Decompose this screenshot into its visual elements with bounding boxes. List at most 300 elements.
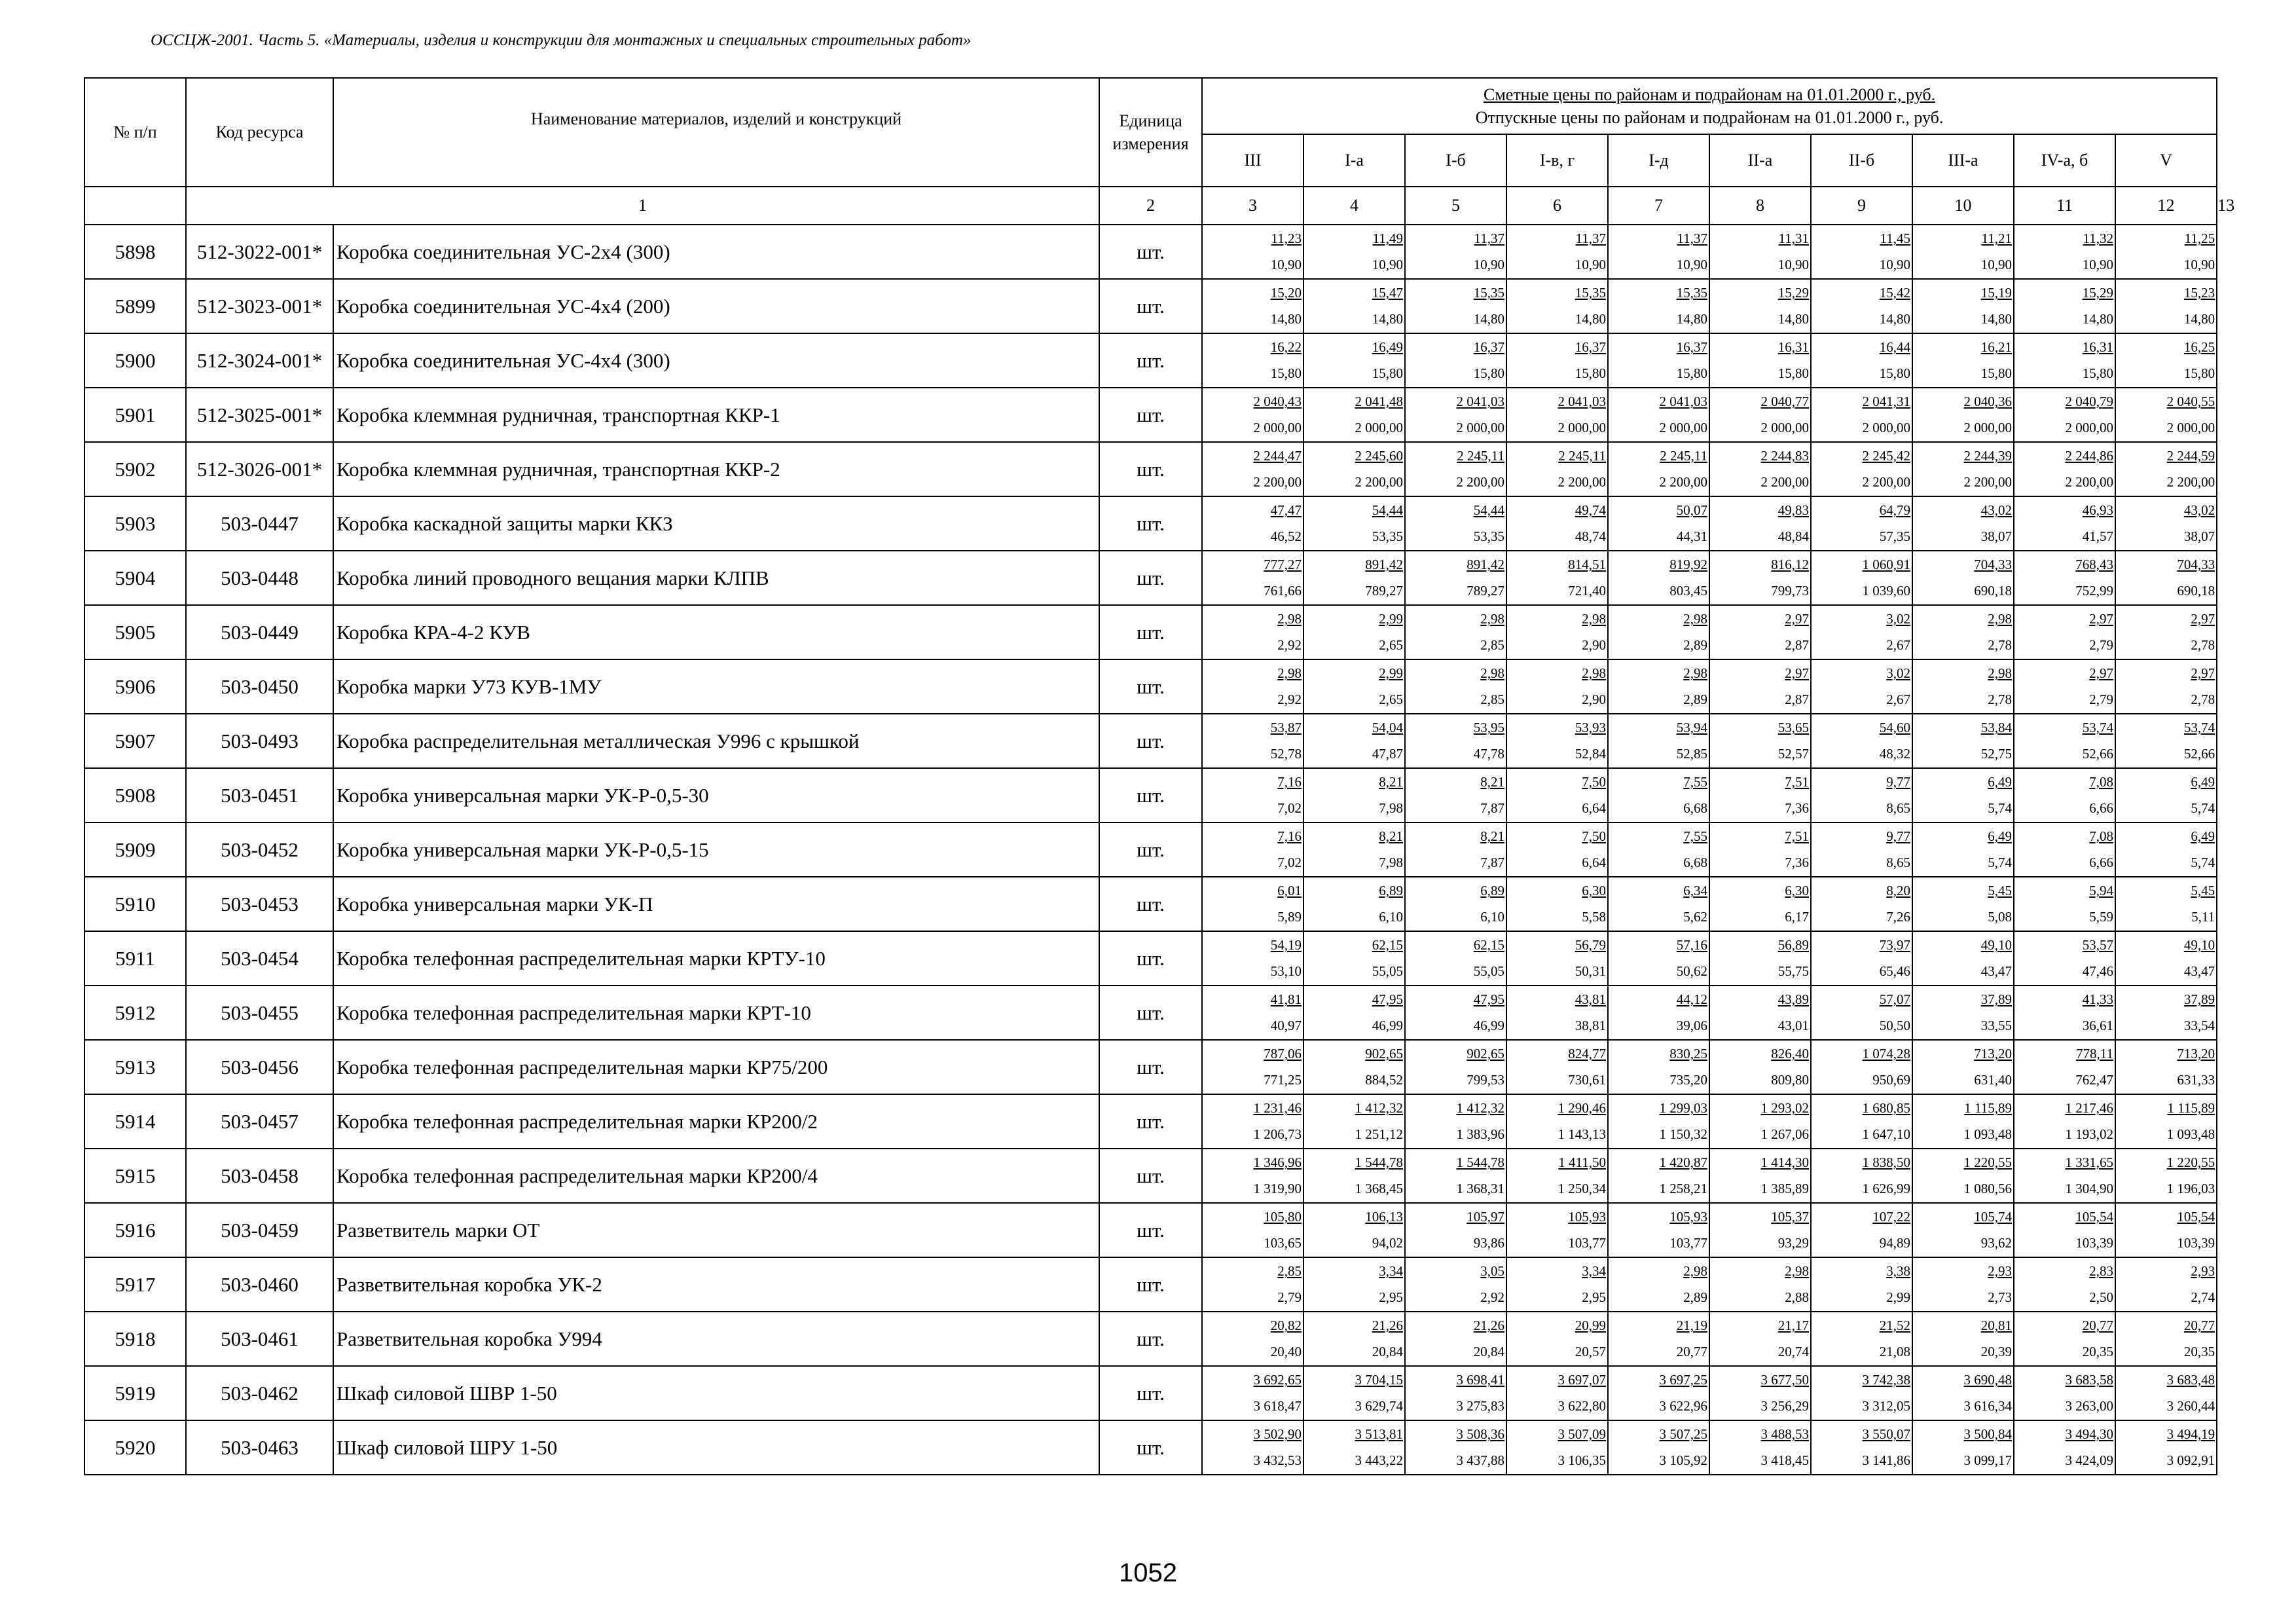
district-header: II-б (1811, 134, 1912, 187)
resource-code: 503-0450 (186, 659, 333, 714)
estimate-price-value: 2 040,55 (2166, 394, 2215, 409)
estimate-price-value: 43,89 (1777, 991, 1809, 1007)
price-cell (1912, 605, 2014, 659)
estimate-price-value: 105,93 (1669, 1209, 1707, 1225)
estimate-price (1507, 1041, 1607, 1067)
estimate-price-value: 3,34 (1582, 1263, 1606, 1279)
estimate-price (2014, 334, 2115, 360)
price-title-release: Отпускные цены по районам и подрайонам на 01.01.2000 г., руб. (1475, 108, 1944, 127)
estimate-price (1507, 551, 1607, 578)
estimate-price (1609, 1421, 1709, 1447)
estimate-price (1304, 1204, 1404, 1230)
release-price: 5,89 (1277, 909, 1302, 925)
unit-of-measure: шт. (1099, 333, 1202, 388)
price-cell (1506, 388, 1608, 442)
estimate-price-value: 107,22 (1872, 1209, 1910, 1225)
release-price: 5,74 (2191, 855, 2215, 870)
estimate-price (1203, 714, 1303, 741)
release-price: 2,74 (2191, 1289, 2215, 1305)
estimate-price-value: 20,82 (1270, 1318, 1302, 1333)
price-cell (2115, 822, 2217, 877)
estimate-price (2014, 769, 2115, 795)
estimate-price (1812, 877, 1912, 904)
estimate-price (1913, 714, 2013, 741)
estimate-price (1710, 551, 1810, 578)
row-number: 5899 (84, 279, 186, 333)
release-price: 43,01 (1777, 1018, 1809, 1033)
release-price: 803,45 (1669, 583, 1707, 599)
estimate-price-value: 7,51 (1785, 774, 1809, 790)
release-price: 2,95 (1582, 1289, 1606, 1305)
estimate-price (2014, 497, 2115, 523)
release-price: 15,80 (1473, 365, 1504, 381)
price-cell (1912, 496, 2014, 551)
estimate-price (1406, 932, 1506, 958)
estimate-price (1812, 1258, 1912, 1284)
price-cell (2115, 714, 2217, 768)
estimate-price-value: 2 040,77 (1760, 394, 1809, 409)
price-cell (1709, 714, 1811, 768)
release-price: 3 622,96 (1659, 1398, 1707, 1414)
unit-of-measure: шт. (1099, 1203, 1202, 1257)
release-price: 799,53 (1467, 1072, 1504, 1088)
estimate-price-value: 62,15 (1372, 937, 1403, 953)
estimate-price-value: 15,42 (1879, 285, 1910, 301)
release-price: 2 000,00 (1355, 420, 1403, 435)
price-cell (1202, 986, 1303, 1040)
estimate-price-value: 1 074,28 (1862, 1046, 1910, 1061)
price-cell (2115, 768, 2217, 822)
column-number: 1 (186, 187, 1099, 225)
price-cell (1506, 714, 1608, 768)
material-name: Коробка каскадной защиты марки ККЗ (333, 496, 1099, 551)
column-number: 5 (1405, 187, 1506, 225)
column-number: 9 (1811, 187, 1912, 225)
resource-code: 512-3023-001* (186, 279, 333, 333)
release-price: 46,99 (1473, 1018, 1504, 1033)
estimate-price-value: 21,17 (1777, 1318, 1809, 1333)
estimate-price-value: 105,74 (1974, 1209, 2012, 1225)
release-price: 3 092,91 (2166, 1452, 2215, 1468)
price-cell (1811, 1420, 1912, 1475)
estimate-price-value: 62,15 (1473, 937, 1504, 953)
estimate-price-value: 6,30 (1785, 883, 1809, 898)
price-cell (1506, 1366, 1608, 1420)
estimate-price-value: 16,21 (1980, 339, 2012, 355)
release-price: 47,46 (2082, 963, 2113, 979)
price-cell (1405, 931, 1506, 986)
estimate-price (2014, 1258, 2115, 1284)
row-number: 5916 (84, 1203, 186, 1257)
price-cell (2014, 986, 2115, 1040)
estimate-price (2014, 1367, 2115, 1393)
estimate-price-value: 1 220,55 (2166, 1154, 2215, 1170)
estimate-price-value: 54,44 (1372, 502, 1403, 518)
estimate-price (2116, 769, 2216, 795)
material-name: Коробка телефонная распределительная марки КРТУ-10 (333, 931, 1099, 986)
estimate-price-value: 49,83 (1777, 502, 1809, 518)
price-cell (1709, 1040, 1811, 1094)
release-price: 6,68 (1683, 800, 1707, 816)
material-name: Коробка КРА-4-2 КУВ (333, 605, 1099, 659)
estimate-price (1609, 443, 1709, 469)
estimate-price-value: 1 220,55 (1963, 1154, 2012, 1170)
unit-of-measure: шт. (1099, 986, 1202, 1040)
estimate-price (1203, 280, 1303, 306)
estimate-price-value: 2,98 (1480, 611, 1504, 627)
price-cell (1811, 225, 1912, 279)
row-number: 5919 (84, 1366, 186, 1420)
estimate-price-value: 3 550,07 (1862, 1426, 1910, 1442)
price-cell (1303, 1203, 1405, 1257)
estimate-price (1406, 280, 1506, 306)
price-cell (1506, 1420, 1608, 1475)
price-cell (1912, 551, 2014, 605)
estimate-price (1406, 660, 1506, 686)
estimate-price-value: 5,45 (1988, 883, 2012, 898)
price-cell (1202, 659, 1303, 714)
release-price: 93,62 (1980, 1235, 2012, 1251)
release-price: 2 200,00 (1355, 474, 1403, 490)
estimate-price (1812, 334, 1912, 360)
row-number: 5913 (84, 1040, 186, 1094)
price-cell (2014, 388, 2115, 442)
estimate-price (1710, 714, 1810, 741)
estimate-price-value: 54,19 (1270, 937, 1302, 953)
estimate-price (2116, 1149, 2216, 1175)
unit-of-measure: шт. (1099, 877, 1202, 931)
price-cell (1202, 768, 1303, 822)
release-price: 2,67 (1886, 692, 1910, 707)
estimate-price-value: 41,33 (2082, 991, 2113, 1007)
release-price: 55,05 (1473, 963, 1504, 979)
estimate-price (1406, 225, 1506, 251)
price-cell (2014, 1312, 2115, 1366)
estimate-price-value: 2 245,11 (1660, 448, 1707, 464)
estimate-price (1609, 1204, 1709, 1230)
release-price: 7,98 (1379, 855, 1403, 870)
estimate-price (1812, 443, 1912, 469)
estimate-price-value: 2,98 (1683, 1263, 1707, 1279)
price-cell (1709, 1312, 1811, 1366)
release-price: 1 267,06 (1760, 1126, 1809, 1142)
estimate-price-value: 105,54 (2177, 1209, 2215, 1225)
material-name: Коробка универсальная марки УК-Р-0,5-30 (333, 768, 1099, 822)
row-number: 5900 (84, 333, 186, 388)
price-cell (1709, 279, 1811, 333)
estimate-price (1609, 769, 1709, 795)
estimate-price (1710, 1312, 1810, 1338)
estimate-price (1812, 1041, 1912, 1067)
release-price: 55,05 (1372, 963, 1403, 979)
price-cell (1405, 659, 1506, 714)
price-cell (1912, 877, 2014, 931)
price-cell (2115, 442, 2217, 496)
estimate-price (1406, 1204, 1506, 1230)
table-row (84, 986, 2217, 1040)
table-row (84, 225, 2217, 279)
estimate-price (1304, 443, 1404, 469)
table-row (84, 714, 2217, 768)
release-price: 1 626,99 (1862, 1181, 1910, 1196)
estimate-price-value: 824,77 (1568, 1046, 1606, 1061)
price-cell (2115, 1257, 2217, 1312)
release-price: 8,65 (1886, 800, 1910, 816)
release-price: 1 647,10 (1862, 1126, 1910, 1142)
estimate-price (1913, 1204, 2013, 1230)
price-cell (2014, 1420, 2115, 1475)
table-row (84, 1366, 2217, 1420)
page-number: 1052 (1119, 1559, 1177, 1587)
estimate-price (1304, 986, 1404, 1012)
row-number: 5903 (84, 496, 186, 551)
release-price: 2 000,00 (1963, 420, 2012, 435)
estimate-price (1304, 606, 1404, 632)
resource-code: 503-0453 (186, 877, 333, 931)
price-cell (1405, 1203, 1506, 1257)
estimate-price (2014, 1312, 2115, 1338)
estimate-price-value: 1 838,50 (1862, 1154, 1910, 1170)
price-cell (2014, 605, 2115, 659)
estimate-price-value: 54,44 (1473, 502, 1504, 518)
price-cell (1709, 1149, 1811, 1203)
price-cell (1608, 986, 1709, 1040)
release-price: 33,54 (2183, 1018, 2215, 1033)
estimate-price-value: 2,93 (1988, 1263, 2012, 1279)
estimate-price-value: 15,47 (1372, 285, 1403, 301)
release-price: 15,80 (1777, 365, 1809, 381)
estimate-price (1304, 388, 1404, 415)
price-cell (1912, 714, 2014, 768)
material-name: Коробка телефонная распределительная марки КР200/2 (333, 1094, 1099, 1149)
estimate-price-value: 2,93 (2191, 1263, 2215, 1279)
estimate-price (2116, 932, 2216, 958)
release-price: 2 000,00 (1862, 420, 1910, 435)
release-price: 1 250,34 (1558, 1181, 1606, 1196)
price-cell (1303, 768, 1405, 822)
price-cell (1811, 388, 1912, 442)
estimate-price-value: 5,45 (2191, 883, 2215, 898)
price-cell (1202, 388, 1303, 442)
estimate-price (2116, 1312, 2216, 1338)
estimate-price-value: 2 245,11 (1457, 448, 1504, 464)
price-cell (1303, 442, 1405, 496)
estimate-price-value: 3 494,19 (2166, 1426, 2215, 1442)
release-price: 14,80 (1777, 311, 1809, 327)
release-price: 2 200,00 (1963, 474, 2012, 490)
estimate-price (1913, 334, 2013, 360)
estimate-price-value: 41,81 (1270, 991, 1302, 1007)
release-price: 5,62 (1683, 909, 1707, 925)
estimate-price-value: 2 041,48 (1355, 394, 1403, 409)
price-cell (1811, 551, 1912, 605)
price-cell (1811, 333, 1912, 388)
price-cell (1405, 1420, 1506, 1475)
price-cell (1405, 822, 1506, 877)
material-name: Разветвительная коробка УК-2 (333, 1257, 1099, 1312)
estimate-price (1609, 877, 1709, 904)
estimate-price (1710, 1258, 1810, 1284)
estimate-price-value: 20,99 (1575, 1318, 1606, 1333)
release-price: 47,87 (1372, 746, 1403, 762)
release-price: 690,18 (1974, 583, 2012, 599)
price-cell (1405, 1257, 1506, 1312)
resource-code: 512-3024-001* (186, 333, 333, 388)
estimate-price-value: 20,81 (1980, 1318, 2012, 1333)
estimate-price-value: 21,26 (1473, 1318, 1504, 1333)
estimate-price-value: 8,21 (1480, 828, 1504, 844)
row-number: 5917 (84, 1257, 186, 1312)
estimate-price (1507, 769, 1607, 795)
estimate-price-value: 2,97 (2089, 665, 2113, 681)
release-price: 2,95 (1379, 1289, 1403, 1305)
price-cell (1506, 1203, 1608, 1257)
estimate-price-value: 16,49 (1372, 339, 1403, 355)
estimate-price (1812, 660, 1912, 686)
estimate-price-value: 1 299,03 (1659, 1100, 1707, 1116)
row-number: 5911 (84, 931, 186, 986)
price-cell (1202, 279, 1303, 333)
material-name: Коробка марки У73 КУВ-1МУ (333, 659, 1099, 714)
price-cell (1811, 1312, 1912, 1366)
estimate-price-value: 105,37 (1771, 1209, 1809, 1225)
estimate-price (1507, 443, 1607, 469)
release-price: 15,80 (1270, 365, 1302, 381)
estimate-price (1710, 225, 1810, 251)
release-price: 103,77 (1568, 1235, 1606, 1251)
estimate-price-value: 7,51 (1785, 828, 1809, 844)
estimate-price-value: 777,27 (1264, 557, 1302, 572)
unit-of-measure: шт. (1099, 1366, 1202, 1420)
table-row (84, 442, 2217, 496)
release-price: 46,52 (1270, 528, 1302, 544)
release-price: 2 000,00 (1456, 420, 1504, 435)
price-cell (1506, 1094, 1608, 1149)
row-number: 5909 (84, 822, 186, 877)
release-price: 2,67 (1886, 637, 1910, 653)
estimate-price-value: 3 697,07 (1558, 1372, 1606, 1388)
estimate-price-value: 15,35 (1676, 285, 1707, 301)
estimate-price (1710, 334, 1810, 360)
release-price: 6,17 (1785, 909, 1809, 925)
estimate-price (2116, 714, 2216, 741)
price-cell (1202, 551, 1303, 605)
release-price: 2,99 (1886, 1289, 1910, 1305)
price-cell (1811, 1040, 1912, 1094)
release-price: 5,59 (2089, 909, 2113, 925)
price-cell (1405, 1366, 1506, 1420)
estimate-price-value: 16,37 (1575, 339, 1606, 355)
release-price: 20,74 (1777, 1344, 1809, 1359)
price-cell (2014, 279, 2115, 333)
table-row (84, 822, 2217, 877)
estimate-price-value: 3,38 (1886, 1263, 1910, 1279)
estimate-price-value: 2 041,03 (1558, 394, 1606, 409)
estimate-price-value: 53,95 (1473, 720, 1504, 735)
estimate-price (1913, 1258, 2013, 1284)
material-name: Коробка телефонная распределительная марки КРТ-10 (333, 986, 1099, 1040)
release-price: 10,90 (1879, 257, 1910, 272)
price-cell (1303, 605, 1405, 659)
price-cell (1303, 496, 1405, 551)
price-cell (1506, 279, 1608, 333)
resource-code: 503-0454 (186, 931, 333, 986)
price-cell (1202, 605, 1303, 659)
estimate-price (1609, 606, 1709, 632)
estimate-price (2014, 280, 2115, 306)
release-price: 3 432,53 (1253, 1452, 1302, 1468)
estimate-price-value: 3 690,48 (1963, 1372, 2012, 1388)
estimate-price (1203, 877, 1303, 904)
price-cell (1608, 225, 1709, 279)
release-price: 44,31 (1676, 528, 1707, 544)
material-name: Коробка клеммная рудничная, транспортная ККР-1 (333, 388, 1099, 442)
price-cell (1709, 605, 1811, 659)
column-number-row: 1 2 3 4 5 6 7 8 9 10 11 12 13 (84, 187, 2217, 225)
table-row (84, 1203, 2217, 1257)
price-cell (2014, 822, 2115, 877)
estimate-price-value: 2 040,43 (1253, 394, 1302, 409)
estimate-price (1406, 551, 1506, 578)
column-number: 10 (1912, 187, 2014, 225)
release-price: 1 150,32 (1659, 1126, 1707, 1142)
release-price: 103,77 (1669, 1235, 1707, 1251)
estimate-price-value: 11,45 (1880, 231, 1910, 246)
price-cell (1608, 768, 1709, 822)
estimate-price (1710, 877, 1810, 904)
estimate-price-value: 105,97 (1467, 1209, 1504, 1225)
release-price: 3 629,74 (1355, 1398, 1403, 1414)
estimate-price (1507, 660, 1607, 686)
release-price: 1 368,31 (1456, 1181, 1504, 1196)
price-cell (2014, 768, 2115, 822)
release-price: 8,65 (1886, 855, 1910, 870)
estimate-price (1913, 877, 2013, 904)
estimate-price (1203, 1367, 1303, 1393)
release-price: 1 383,96 (1456, 1126, 1504, 1142)
estimate-price (1304, 280, 1404, 306)
estimate-price-value: 15,23 (2183, 285, 2215, 301)
price-cell (1811, 986, 1912, 1040)
column-number-empty (84, 187, 186, 225)
estimate-price (2014, 823, 2115, 849)
estimate-price (1710, 823, 1810, 849)
resource-code: 503-0462 (186, 1366, 333, 1420)
price-cell (1912, 279, 2014, 333)
price-cell (1811, 1203, 1912, 1257)
estimate-price (2014, 714, 2115, 741)
estimate-price-value: 6,89 (1480, 883, 1504, 898)
release-price: 14,80 (1270, 311, 1302, 327)
price-cell (1303, 659, 1405, 714)
estimate-price-value: 53,94 (1676, 720, 1707, 735)
release-price: 2 200,00 (1760, 474, 1809, 490)
price-cell (1608, 1040, 1709, 1094)
price-cell (2014, 333, 2115, 388)
estimate-price (1304, 877, 1404, 904)
release-price: 2,92 (1277, 637, 1302, 653)
estimate-price-value: 57,16 (1676, 937, 1707, 953)
price-cell (1506, 442, 1608, 496)
estimate-price (1304, 497, 1404, 523)
price-cell (1405, 1040, 1506, 1094)
table-body (84, 225, 2217, 1475)
release-price: 5,74 (2191, 800, 2215, 816)
release-price: 2,87 (1785, 637, 1809, 653)
estimate-price-value: 21,26 (1372, 1318, 1403, 1333)
price-cell (1811, 659, 1912, 714)
price-cell (1303, 1040, 1405, 1094)
